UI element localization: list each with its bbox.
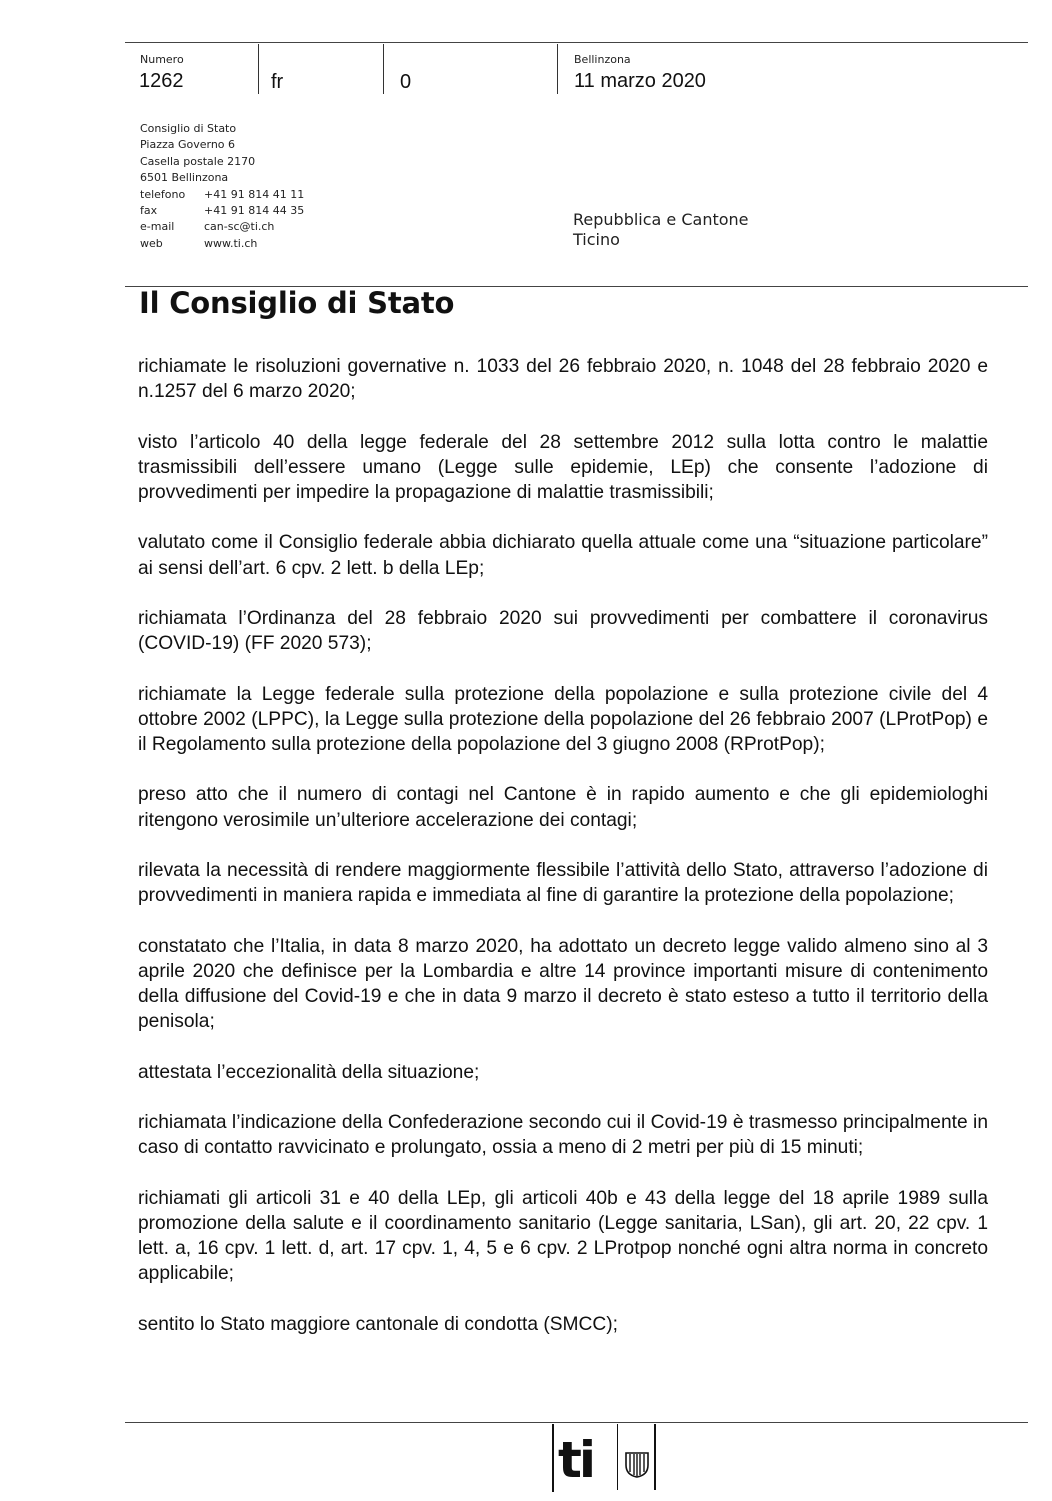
header-divider-2 <box>383 44 384 94</box>
paragraph: valutato come il Consiglio federale abbia dichiarato quella attuale come una “situazione particolare” ai sensi dell’art. 6 cpv. 2 lett. b della LEp; <box>138 532 988 579</box>
place-label: Bellinzona <box>574 53 631 66</box>
header-divider-3 <box>557 44 558 94</box>
republic-line1: Repubblica e Cantone <box>573 210 749 229</box>
contact-row <box>140 203 304 219</box>
paragraph: visto l’articolo 40 della legge federale del 28 settembre 2012 sulla lotta contro le malattie trasmissibili dell’essere umano (Legge sulle epidemie, LEp) che consente l’adozione di provvedimenti per impedire la propagazione di malattie trasmissibili; <box>138 431 988 503</box>
paragraph: richiamata l’Ordinanza del 28 febbraio 2020 sui provvedimenti per combattere il coronavirus (COVID-19) (FF 2020 573); <box>138 607 988 655</box>
address-org: Consiglio di Stato <box>140 122 237 135</box>
paragraph: richiamati gli articoli 31 e 40 della LEp, gli articoli 40b e 43 della legge del 18 aprile 1989 sulla promozione della salute e il coordinamento sanitario (Legge sanitaria, LSan), gli art. 20, 22 cpv. 1 lett. a, 16 cpv. 1 lett. d, art. 17 cpv. 1, 4, 5 e 6 cpv. 2 LProtpop nonché ogni altra norma in concreto applicabile; <box>138 1187 988 1285</box>
numero-label: Numero <box>140 53 184 66</box>
republic-block <box>573 210 749 250</box>
contact-key: web <box>140 236 163 250</box>
republic-line2: Ticino <box>573 230 620 249</box>
contact-key: fax <box>140 204 158 218</box>
paragraph: richiamate la Legge federale sulla protezione della popolazione e sulla protezione civile del 4 ottobre 2002 (LPPC), la Legge sulla protezione della popolazione del 26 febbraio 2007 (LProtPop) e il Regolamento sulla protezione della popolazione del 3 giugno 2008 (RProtPop); <box>138 683 988 755</box>
contact-value: www.ti.ch <box>204 236 258 250</box>
document-body <box>138 354 988 1362</box>
logo-divider <box>617 1424 618 1490</box>
address-city: 6501 Bellinzona <box>140 171 229 185</box>
footer-rule <box>125 1422 1028 1423</box>
document-date: 11 marzo 2020 <box>574 70 706 92</box>
contact-value: can-sc@ti.ch <box>204 220 275 234</box>
contact-value: +41 91 814 41 11 <box>204 187 305 201</box>
language-code: fr <box>271 71 284 93</box>
logo-right-bar <box>654 1424 656 1490</box>
address-block <box>140 121 304 252</box>
address-street: Piazza Governo 6 <box>140 138 236 152</box>
paragraph: richiamata l’indicazione della Confederazione secondo cui il Covid-19 è trasmesso principalmente in caso di contatto ravvicinato e prolungato, ossia a meno di 2 metri per più di 15 minuti; <box>138 1111 988 1159</box>
contact-row <box>140 187 304 203</box>
contact-row <box>140 219 304 235</box>
paragraph: sentito lo Stato maggiore cantonale di condotta (SMCC); <box>138 1313 618 1335</box>
document-number: 1262 <box>139 70 184 92</box>
paragraph: richiamate le risoluzioni governative n. 1033 del 26 febbraio 2020, n. 1048 del 28 febbraio 2020 e n.1257 del 6 marzo 2020; <box>138 356 988 403</box>
logo-left-bar <box>552 1424 554 1492</box>
contact-key: e-mail <box>140 220 175 234</box>
address-box: Casella postale 2170 <box>140 154 256 168</box>
page-title: Il Consiglio di Stato <box>139 286 455 320</box>
zero-field: 0 <box>400 71 412 93</box>
paragraph: rilevata la necessità di rendere maggiormente flessibile l’attività dello Stato, attraverso l’adozione di provvedimenti in maniera rapida e immediata al fine di garantire la protezione della popolazione; <box>138 859 988 907</box>
header-top-rule <box>125 42 1028 43</box>
logo-text: ti <box>558 1431 594 1489</box>
header-divider-1 <box>258 44 259 94</box>
paragraph: attestata l’eccezionalità della situazione; <box>138 1061 480 1083</box>
ticino-logo <box>552 1424 656 1501</box>
contact-row <box>140 236 304 252</box>
paragraph: constatato che l’Italia, in data 8 marzo 2020, ha adottato un decreto legge valido almeno sino al 3 aprile 2020 che definisce per la Lombardia e altre 14 province importanti misure di contenimento della diffusione del Covid-19 e che in data 9 marzo il decreto è stato esteso a tutto il territorio della penisola; <box>138 935 988 1033</box>
canton-shield-icon <box>625 1452 649 1478</box>
paragraph: preso atto che il numero di contagi nel Cantone è in rapido aumento e che gli epidemiologhi ritengono verosimile un’ulteriore accelerazione dei contagi; <box>138 784 988 831</box>
contact-key: telefono <box>140 187 186 201</box>
contact-value: +41 91 814 44 35 <box>204 204 305 218</box>
